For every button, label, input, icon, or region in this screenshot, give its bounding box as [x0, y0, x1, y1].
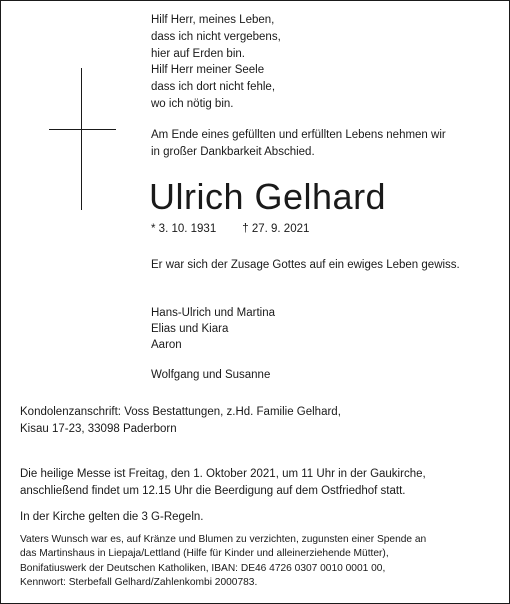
intro-line: Am Ende eines gefüllten und erfüllten Lebens nehmen wir — [151, 129, 446, 141]
birth-date: * 3. 10. 1931 — [151, 223, 217, 235]
faith-statement: Er war sich der Zusage Gottes auf ein ewiges Leben gewiss. — [151, 259, 460, 271]
life-dates — [151, 221, 309, 237]
wish-line: Bonifatiuswerk der Deutschen Katholiken, IBAN: DE46 4726 0307 0010 0001 00, — [20, 562, 386, 574]
poem-line: Hilf Herr meiner Seele — [151, 64, 265, 77]
family-member: Hans-Ulrich und Martina — [151, 307, 275, 319]
poem — [151, 12, 281, 113]
donation-wish — [20, 533, 426, 591]
deceased-name: Ulrich Gelhard — [149, 176, 387, 217]
family-member: Wolfgang und Susanne — [151, 369, 271, 381]
poem-line: wo ich nötig bin. — [151, 97, 234, 110]
mass-line: Die heilige Messe ist Freitag, den 1. Oktober 2021, um 11 Uhr in der Gaukirche, — [20, 468, 426, 480]
poem-line: dass ich nicht vergebens, — [151, 30, 281, 43]
poem-line: Hilf Herr, meines Leben, — [151, 14, 275, 26]
wish-line: Vaters Wunsch war es, auf Kränze und Blumen zu verzichten, zugunsten einer Spende an — [20, 534, 427, 545]
cross-icon-horizontal-bar — [49, 129, 116, 130]
family-member: Elias und Kiara — [151, 323, 229, 335]
condolence-line: Kisau 17-23, 33098 Paderborn — [20, 423, 177, 435]
poem-line: dass ich dort nicht fehle, — [151, 81, 276, 94]
family-member: Aaron — [151, 339, 182, 351]
mass-announcement — [20, 466, 426, 499]
intro-text — [151, 127, 501, 161]
family-list — [151, 305, 275, 383]
church-rules: In der Kirche gelten die 3 G-Regeln. — [20, 511, 204, 523]
poem-line: hier auf Erden bin. — [151, 47, 245, 60]
condolence-address — [20, 404, 341, 438]
condolence-line: Kondolenzanschrift: Voss Bestattungen, z.Hd. Familie Gelhard, — [20, 406, 341, 418]
wish-line: Kennwort: Sterbefall Gelhard/Zahlenkombi 2000783. — [20, 577, 258, 589]
cross-icon-vertical-bar — [81, 68, 82, 210]
death-date: † 27. 9. 2021 — [242, 223, 310, 235]
wish-line: das Martinshaus in Liepaja/Lettland (Hilfe für Kinder und alleinerziehende Mütter), — [20, 548, 389, 560]
intro-line: in großer Dankbarkeit Abschied. — [151, 146, 315, 158]
mass-line: anschließend findet um 12.15 Uhr die Beerdigung auf dem Ostfriedhof statt. — [20, 484, 406, 497]
